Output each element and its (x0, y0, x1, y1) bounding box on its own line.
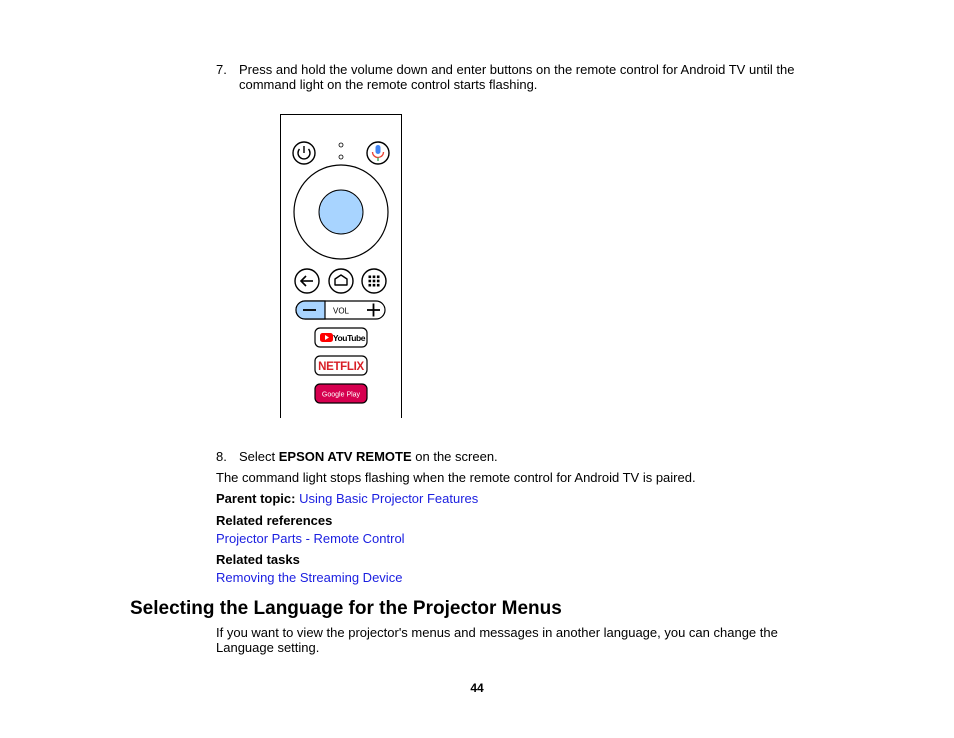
related-reference-link[interactable]: Projector Parts - Remote Control (216, 531, 405, 546)
apps-grid-icon (362, 269, 386, 293)
remote-control-illustration (280, 114, 402, 418)
svg-text:NETFLIX: NETFLIX (318, 361, 364, 373)
google-play-button (315, 384, 367, 403)
section-body-line: If you want to view the projector's menus and messages in another language, you can change the (216, 625, 778, 640)
parent-topic-link[interactable]: Using Basic Projector Features (299, 491, 479, 506)
enter-button (319, 190, 363, 234)
remote-control-drawing (281, 115, 401, 418)
netflix-button (315, 356, 367, 375)
parent-topic-label: Parent topic: (216, 491, 296, 506)
power-icon (293, 142, 315, 164)
back-icon (295, 269, 319, 293)
step-text-line: command light on the remote control starts flashing. (239, 77, 538, 92)
step-text-suffix: on the screen. (411, 449, 498, 464)
parent-topic (216, 491, 478, 506)
home-icon (329, 269, 353, 293)
indicator-light-icon (339, 143, 343, 147)
svg-text:YouTube: YouTube (332, 333, 366, 343)
step-bold-term: EPSON ATV REMOTE (278, 449, 412, 464)
step-text (239, 62, 819, 92)
step-text-prefix: Select (239, 449, 279, 464)
step-7 (216, 62, 856, 94)
volume-rocker (296, 301, 385, 319)
section-body-line: Language setting. (216, 640, 320, 655)
result-text: The command light stops flashing when the remote control for Android TV is paired. (216, 470, 696, 485)
step-number: 8. (216, 449, 227, 464)
related-tasks-heading: Related tasks (216, 552, 300, 567)
section-body (216, 625, 778, 655)
volume-label: VOL (332, 306, 350, 316)
related-references-heading: Related references (216, 513, 333, 528)
step-text-line: Press and hold the volume down and enter buttons on the remote control for Android TV until the (239, 62, 795, 77)
microphone-icon (367, 142, 389, 164)
related-task-link[interactable]: Removing the Streaming Device (216, 570, 403, 585)
svg-text:Google Play: Google Play (321, 391, 361, 399)
youtube-button (315, 328, 367, 347)
indicator-light-icon (339, 155, 343, 159)
section-title: Selecting the Language for the Projector Menus (130, 598, 562, 619)
page-number: 44 (470, 681, 484, 695)
step-8 (216, 449, 856, 465)
step-text (239, 449, 819, 464)
step-number: 7. (216, 62, 227, 77)
